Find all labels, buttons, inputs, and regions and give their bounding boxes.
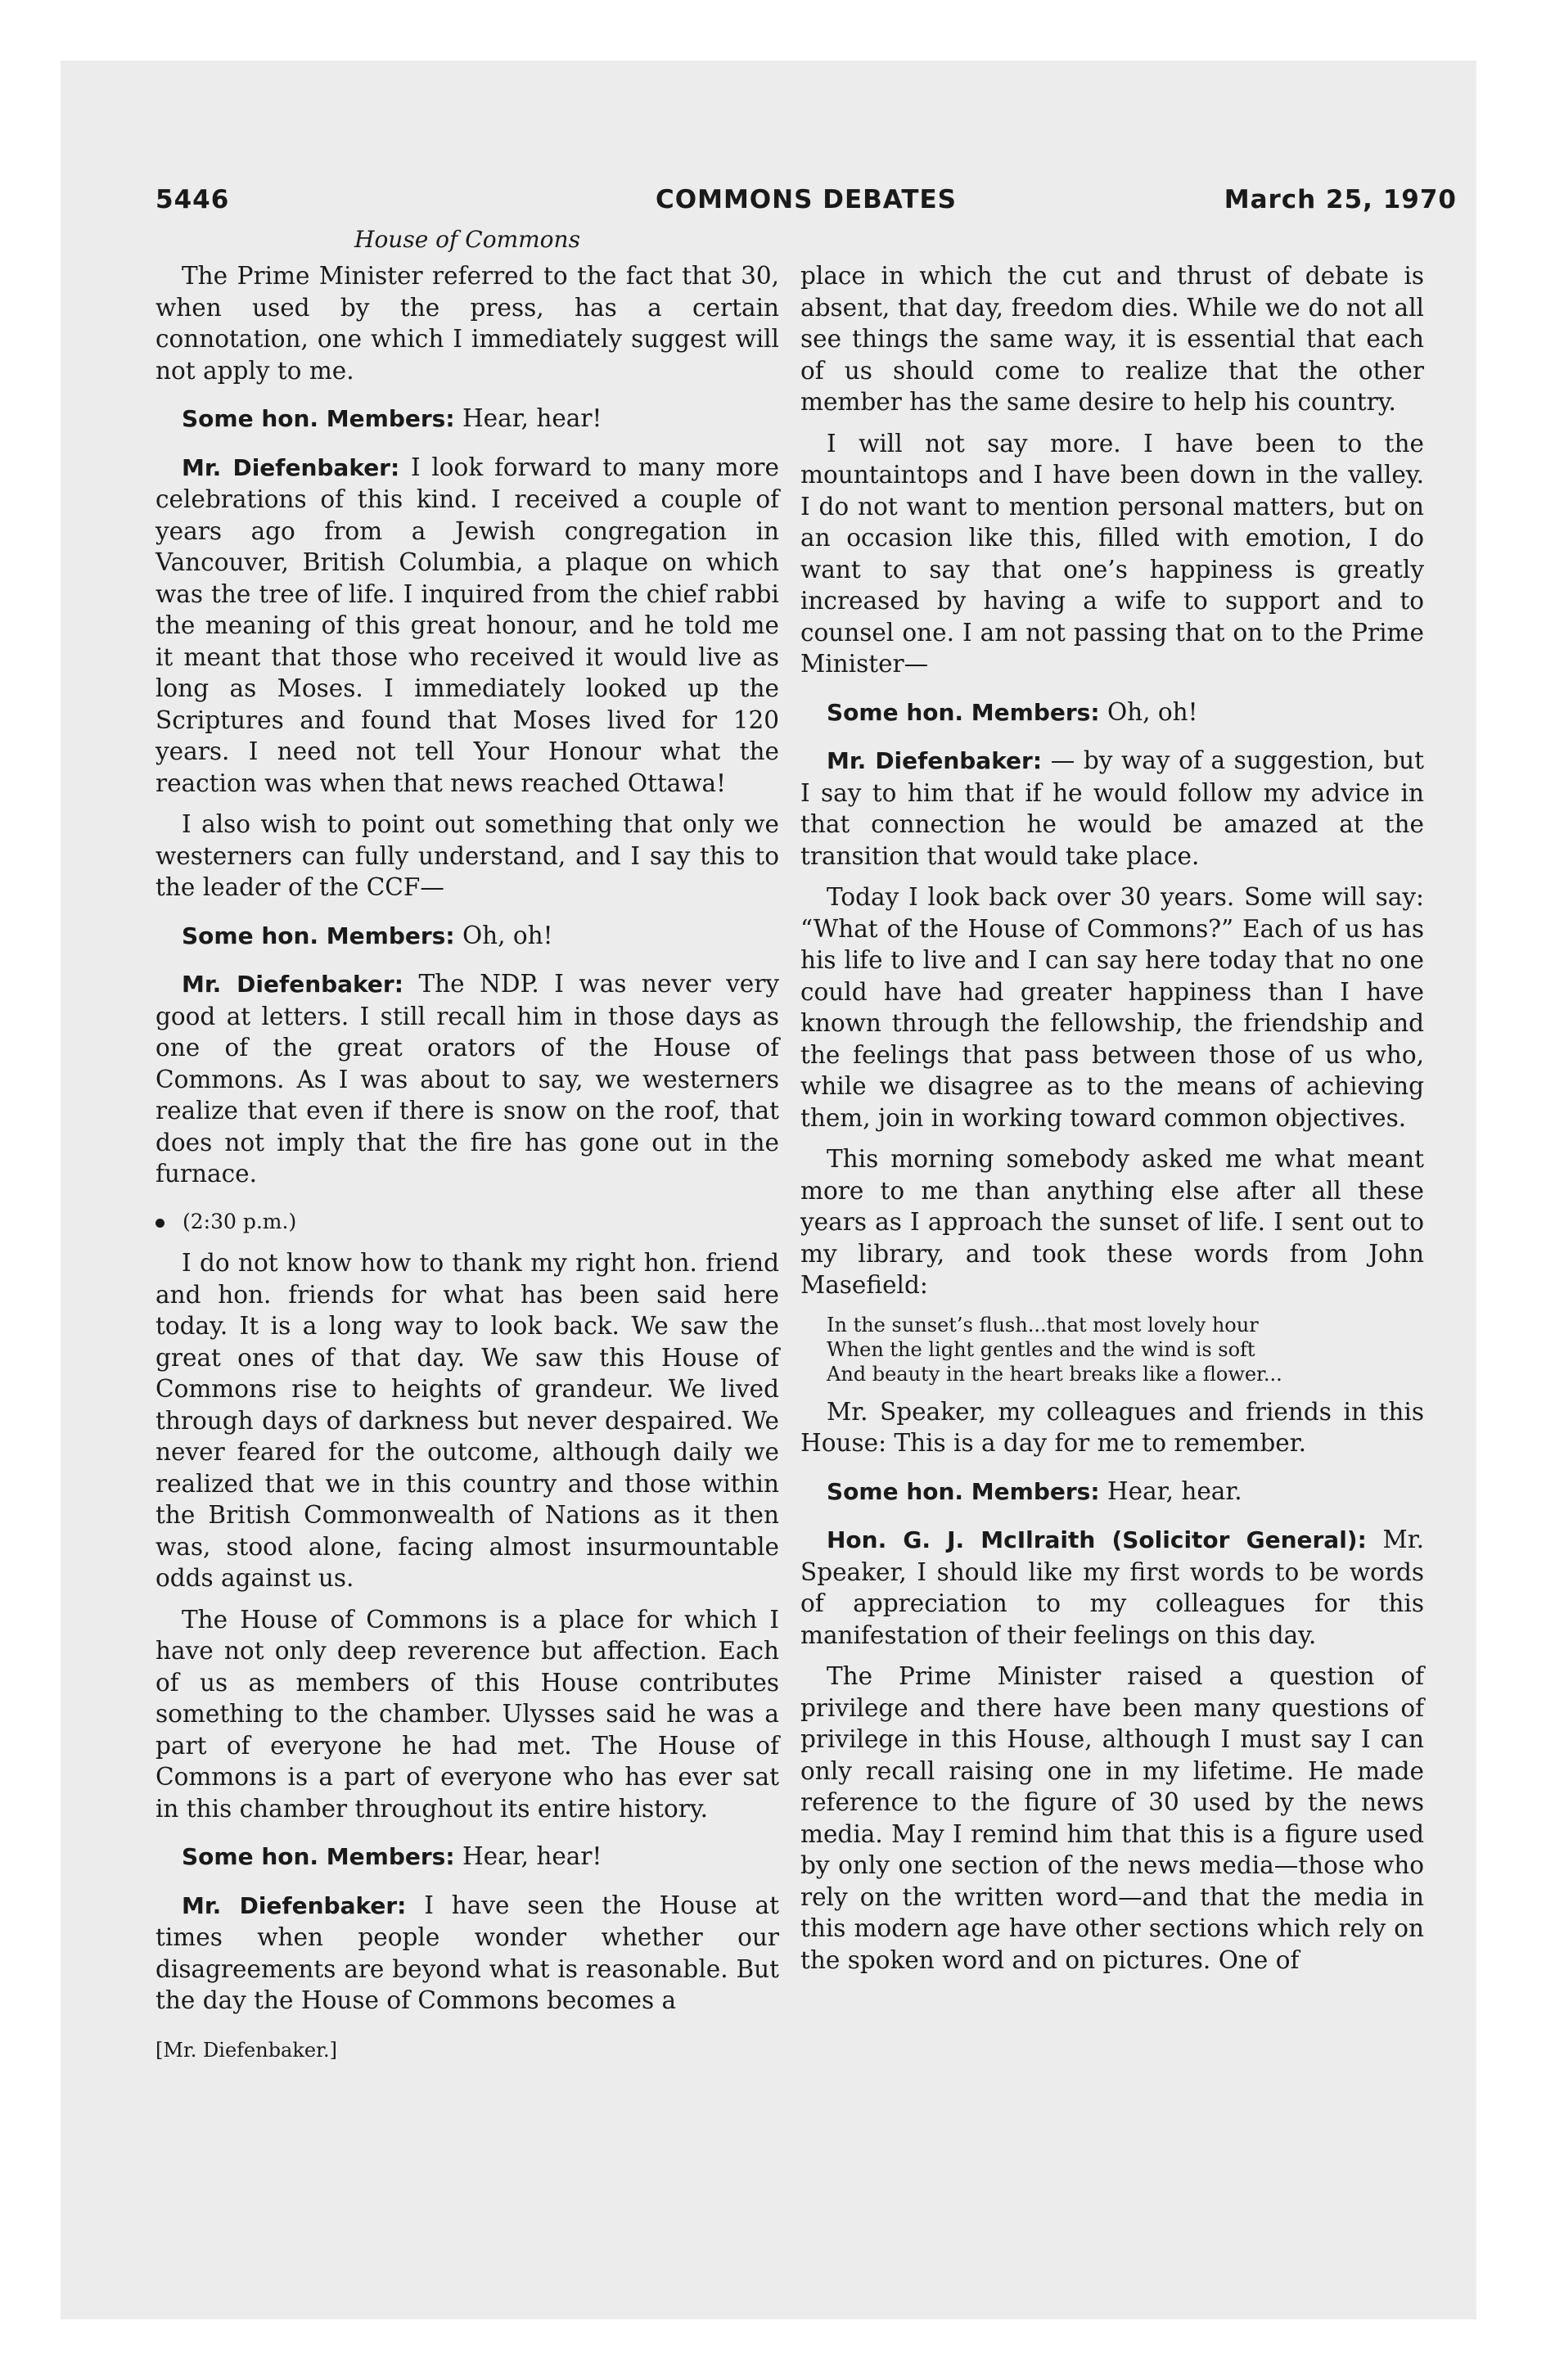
speech [156,1890,779,2017]
speech-text: Hear, hear! [462,404,602,432]
speaker-name: Some hon. Members: [182,922,455,949]
publication-date: March 25, 1970 [1224,185,1457,214]
poem-quote [827,1313,1424,1386]
speech [800,1524,1424,1651]
bullet-icon [156,1219,165,1228]
paragraph: Mr. Speaker, my colleagues and friends in this House: This is a day for me to remember. [800,1397,1424,1457]
speaker-name: Mr. Diefenbaker: [182,971,403,998]
speaker-name: Hon. G. J. McIlraith (Solicitor General): [827,1526,1367,1553]
paragraph: I do not know how to thank my right hon. friend and hon. friends for what has been said here today. It is a long way to look back. We saw the great ones of that day. We saw this House of Commons rise to heights of grandeur. We lived through days of darkness but never despaired. We never feared for the outcome, although daily we realized that we in this country and those within the British Commonwealth of Nations as it then was, stood alone, facing almost insurmountable odds against us. [156,1249,779,1592]
paragraph: The Prime Minister referred to the fact that 30, when used by the press, has a certain connotation, one which I immediately suggest will not apply to me. [156,262,779,385]
speech [800,696,1424,729]
time-marker [156,1206,779,1238]
paragraph: place in which the cut and thrust of debate is absent, that day, freedom dies. While we do not all see things the same way, it is essential that each of us should come to realize that the other member has the same desire to help his country. [800,262,1424,416]
speech-text: Oh, oh! [462,921,553,949]
paragraph: I will not say more. I have been to the mountaintops and I have been down in the valley. I do not want to mention personal matters, but on an occasion like this, filled with emotion, I do want to say that one’s happiness is greatly increased by having a wife to support and to counsel one. I am not passing that on to the Prime Minister— [800,429,1424,678]
speaker-name: Some hon. Members: [182,405,455,432]
speaker-name: Some hon. Members: [827,1477,1100,1505]
paragraph: I also wish to point out something that only we westerners can fully understand, and I say this to the leader of the CCF— [156,810,779,901]
speaker-name: Mr. Diefenbaker: [827,747,1043,774]
speech-text: — by way of a suggestion, but I say to him that if he would follow my advice in that connection he would be amazed at the transition that would take place. [800,746,1424,870]
speech [800,1476,1424,1508]
paragraph: The Prime Minister raised a question of privilege and there have been many questions of privilege in this House, although I must say I can only recall raising one in my lifetime. He made reference to the figure of 30 used by the news media. May I remind him that this is a figure used by only one section of the news media—those who rely on the written word—and that the media in this modern age have other sections which rely on the spoken word and on pictures. One of [800,1662,1424,1974]
publication-title: COMMONS DEBATES [656,185,957,214]
speaker-name: Some hon. Members: [827,698,1100,726]
speech-text: I look forward to many more celebrations of this kind. I received a couple of years ago from a Jewish congregation in Vancouver, British Columbia, a plaque on which was the tree of life. I inquired from the chief rabbi the meaning of this great honour, and he told me it meant that those who received it would live as long as Moses. I immediately looked up the Scriptures and found that Moses lived for 120 years. I need not tell Your Honour what the reaction was when that news reached Ottawa! [156,453,779,797]
paragraph: This morning somebody asked me what meant more to me than anything else after all these years as I approach the sunset of life. I sent out to my library, and took these words from John Masefield: [800,1145,1424,1299]
speech [156,1841,779,1873]
page-header [156,175,1457,224]
speech-text: Hear, hear! [462,1842,602,1870]
speaker-name: Some hon. Members: [182,1843,455,1870]
paragraph: The House of Commons is a place for which I have not only deep reverence but affection. Each of us as members of this House contributes something to the chamber. Ulysses said he was a part of everyone he had met. The House of Commons is a part of everyone who has ever sat in this chamber throughout its entire history. [156,1605,779,1823]
right-column [800,260,1424,1976]
time-text: (2:30 p.m.) [183,1209,297,1233]
speech [800,745,1424,872]
speech-text: Oh, oh! [1107,697,1198,726]
speech [156,968,779,1190]
poem-line: In the sunset’s flush...that most lovely hour [827,1313,1259,1336]
paragraph: Today I look back over 30 years. Some will say: “What of the House of Commons?” Each of us has his life to live and I can say here today that no one could have had greater happiness than I have known through the fellowship, the friendship and the feelings that pass between those of us who, while we disagree as to the means of achieving them, join in working toward common objectives. [800,883,1424,1132]
speech-text: The NDP. I was never very good at letters. I still recall him in those days as one of the great orators of the House of Commons. As I was about to say, we westerners realize that even if there is snow on the roof, that does not imply that the fire has gone out in the furnace. [156,970,779,1188]
speech-text: Mr. Speaker, I should like my first words to be words of appreciation to my colleagues for this manifestation of their feelings on this day. [800,1526,1424,1649]
speech [156,920,779,953]
speaker-name: Mr. Diefenbaker: [182,1891,407,1919]
speech [156,403,779,435]
speech-text: Hear, hear. [1107,1476,1242,1505]
speech-text: I have seen the House at times when people wonder whether our disagreements are beyond what is reasonable. But the day the House of Commons becomes a [156,1891,779,2014]
left-column [156,260,779,2066]
section-subheader: House of Commons [354,226,580,253]
page-number: 5446 [156,185,230,214]
footer-note: [Mr. Diefenbaker.] [156,2038,337,2062]
speaker-name: Mr. Diefenbaker: [182,453,400,481]
speech [156,452,779,800]
poem-line: When the light gentles and the wind is soft [827,1337,1255,1361]
poem-line: And beauty in the heart breaks like a flower... [827,1362,1282,1386]
